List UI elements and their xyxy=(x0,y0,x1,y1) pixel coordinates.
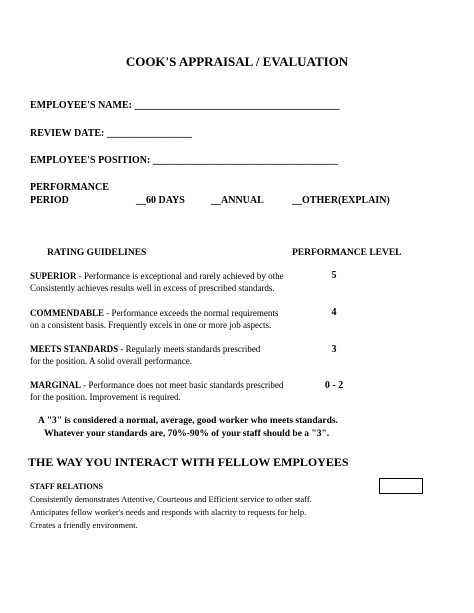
guideline-superior-line1: SUPERIOR - Performance is exceptional and rarely achieved by othe xyxy=(30,271,284,281)
guideline-marginal-line2: for the position. Improvement is required. xyxy=(30,392,181,402)
employee-position-line[interactable]: _____________________________________ xyxy=(152,155,338,166)
employee-name-label: EMPLOYEE'S NAME: xyxy=(30,100,132,111)
staff-relations-heading: STAFF RELATIONS xyxy=(30,482,103,491)
guideline-term: SUPERIOR xyxy=(30,271,77,281)
note-line2: Whatever your standards are, 70%-90% of your staff should be a "3". xyxy=(44,429,330,439)
level-marginal: 0 - 2 xyxy=(324,380,344,391)
guideline-term: MEETS STANDARDS xyxy=(30,344,119,354)
employee-name-line[interactable]: _________________________________________ xyxy=(134,100,340,111)
employee-position-label: EMPLOYEE'S POSITION: xyxy=(30,155,151,166)
employee-position-field[interactable] xyxy=(30,155,338,166)
period-option-60-days[interactable]: __60 DAYS xyxy=(136,195,185,206)
rating-guidelines-heading: RATING GUIDELINES xyxy=(47,248,147,258)
staff-relations-item: Anticipates fellow worker's needs and responds with alacrity to requests for help. xyxy=(30,507,307,517)
note-line1: A "3" is considered a normal, average, good worker who meets standards. xyxy=(38,416,338,426)
guideline-meets-line2: for the position. A solid overall performance. xyxy=(30,356,192,366)
guideline-meets-line1: MEETS STANDARDS - Regularly meets standards prescribed xyxy=(30,344,261,354)
period-option-other[interactable]: __OTHER(EXPLAIN) xyxy=(292,195,390,206)
staff-relations-item: Creates a friendly environment. xyxy=(30,520,138,530)
guideline-commendable-line1: COMMENDABLE - Performance exceeds the normal requirements xyxy=(30,308,279,318)
performance-period-label-1: PERFORMANCE xyxy=(30,182,109,193)
level-commendable: 4 xyxy=(331,307,337,318)
review-date-field[interactable] xyxy=(30,128,192,139)
guideline-marginal-line1: MARGINAL - Performance does not meet basic standards prescribed xyxy=(30,380,284,390)
staff-relations-rating-box[interactable] xyxy=(379,478,423,494)
staff-relations-item: Consistently demonstrates Attentive, Courteous and Efficient service to other staff. xyxy=(30,494,312,504)
section-heading: THE WAY YOU INTERACT WITH FELLOW EMPLOYEES xyxy=(28,455,349,469)
review-date-label: REVIEW DATE: xyxy=(30,128,105,139)
guideline-term: COMMENDABLE xyxy=(30,308,104,318)
level-superior: 5 xyxy=(331,270,337,281)
employee-name-field[interactable] xyxy=(30,100,339,111)
performance-level-heading: PERFORMANCE LEVEL xyxy=(292,248,402,258)
performance-period-label-2: PERIOD xyxy=(30,195,69,206)
page-title: COOK'S APPRAISAL / EVALUATION xyxy=(125,54,349,69)
guideline-commendable-line2: on a consistent basis. Frequently excels in one or more job aspects. xyxy=(30,320,272,330)
period-option-annual[interactable]: __ANNUAL xyxy=(211,195,264,206)
guideline-superior-line2: Consistently achieves results well in excess of prescribed standards. xyxy=(30,283,275,293)
level-meets-standards: 3 xyxy=(331,344,337,355)
review-date-line[interactable]: _________________ xyxy=(106,128,192,139)
guideline-term: MARGINAL xyxy=(30,380,81,390)
